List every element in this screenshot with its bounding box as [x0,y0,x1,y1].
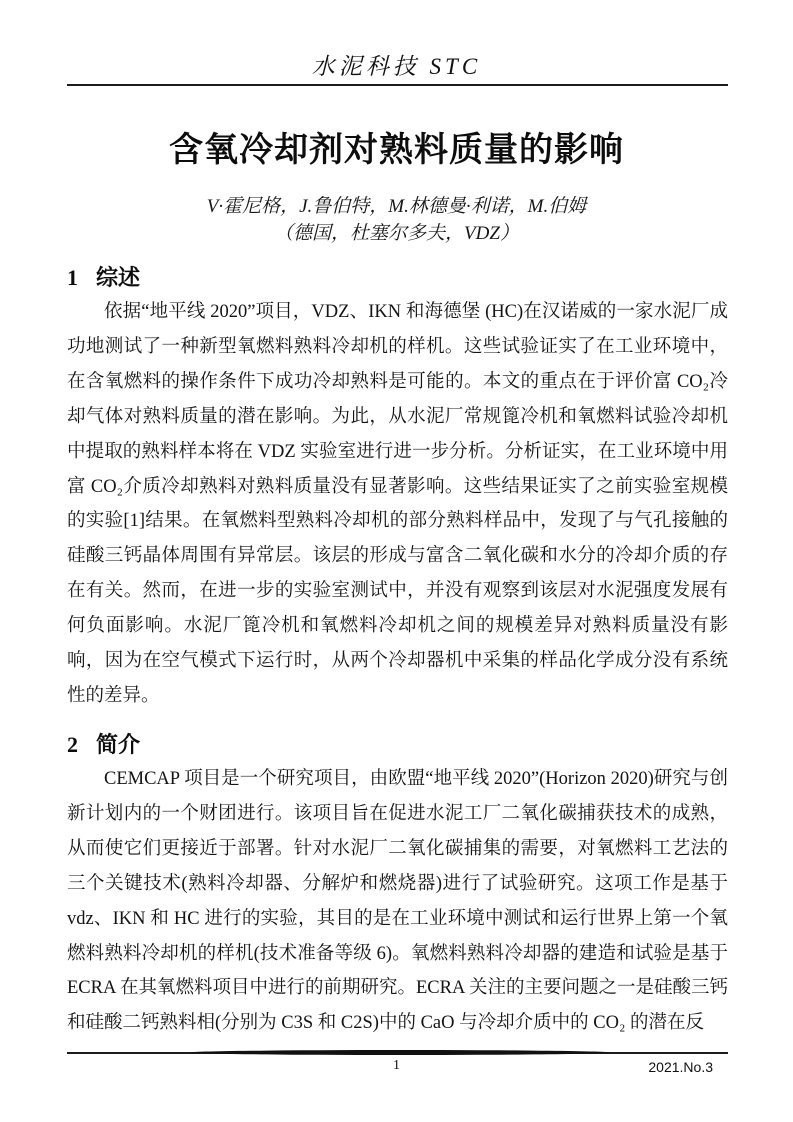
section-number: 1 [67,265,78,290]
article-authors: V·霍尼格，J.鲁伯特，M.林德曼·利诺，M.伯姆 [206,196,587,217]
section-title: 简介 [96,732,141,757]
introduction-paragraph: CEMCAP 项目是一个研究项目，由欧盟“地平线 2020”(Horizon 2020)研究与创新计划内的一个财团进行。该项目旨在促进水泥工厂二氧化碳捕获技术的成熟，从而使它们更接近于部署。针对水泥厂二氧化碳捕集的需要，对氧燃料工艺法的三个关键技术(熟料冷却器、分解炉和燃烧器)进行了试验研究。这项工作是基于 vdz、IKN 和 HC 进行的实验，其目的是在工业环境中测试和运行世界上第一个氧燃料熟料冷却机的样机(技术准备等级 6)。氧燃料熟料冷却器的建造和试验是基于 ECRA 在其氧燃料项目中进行的前期研究。ECRA 关注的主要问题之一是硅酸三钙和硅酸二钙熟料相(分别为 C3S 和 C2S)中的 CaO 与冷却介质中的 CO₂ 的潜在反 [67,769,728,1034]
article-title: 含氧冷却剂对熟料质量的影响 [169,131,624,169]
section-heading-overview [67,261,140,292]
section-title: 综述 [96,265,141,290]
section-heading-introduction [67,728,140,759]
overview-paragraph: 依据“地平线 2020”项目，VDZ、IKN 和海德堡 (HC)在汉诺威的一家水泥厂成功地测试了一种新型氧燃料熟料冷却机的样机。这些试验证实了在工业环境中，在含氧燃料的操作条件下成功冷却熟料是可能的。本文的重点在于评价富 CO₂冷却气体对熟料质量的潜在影响。为此，从水泥厂常规篦冷机和氧燃料试验冷却机中提取的熟料样本将在 VDZ 实验室进行进一步分析。分析证实，在工业环境中用富 CO₂介质冷却熟料对熟料质量没有显著影响。这些结果证实了之前实验室规模的实验[1]结果。在氧燃料型熟料冷却机的部分熟料样品中，发现了与气孔接触的硅酸三钙晶体周围有异常层。该层的形成与富含二氧化碳和水分的冷却介质的存在有关。然而，在进一步的实验室测试中，并没有观察到该层对水泥强度发展有何负面影响。水泥厂篦冷机和氧燃料冷却机之间的规模差异对熟料质量没有影响，因为在空气模式下运行时，从两个冷却器机中采集的样品化学成分没有系统性的差异。 [67,302,728,706]
footer-rule-scan-artifact [190,1050,610,1055]
header-rule [67,84,728,86]
article-affiliation: （德国，杜塞尔多夫，VDZ） [274,223,519,244]
journal-header: 水泥科技 STC [311,54,482,79]
issue-number: 2021.No.3 [648,1059,713,1075]
page-number: 1 [393,1058,400,1073]
section-number: 2 [67,732,78,757]
